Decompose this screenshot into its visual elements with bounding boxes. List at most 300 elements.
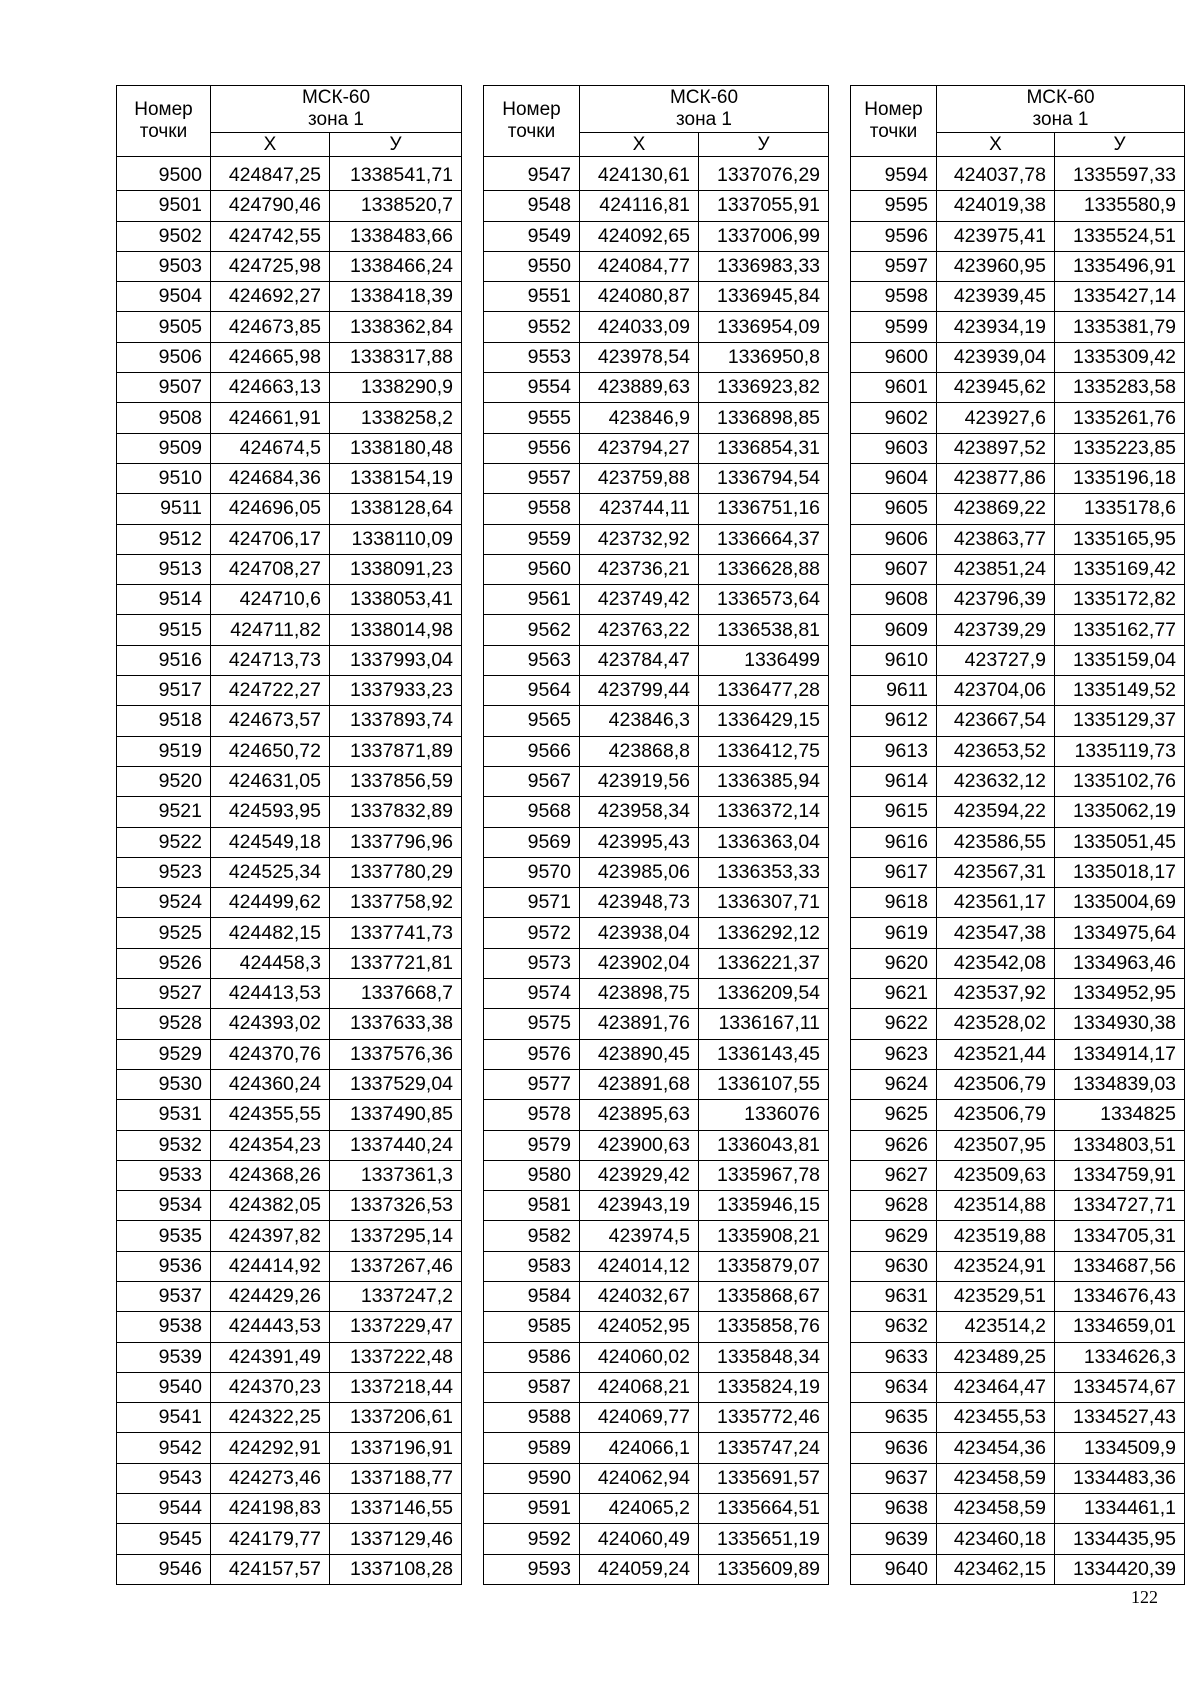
x-coordinate-cell: 423851,24 <box>937 554 1055 584</box>
x-coordinate-cell: 424060,49 <box>580 1524 699 1554</box>
x-coordinate-cell: 423739,29 <box>937 615 1055 645</box>
x-coordinate-cell: 424355,55 <box>211 1100 330 1130</box>
y-coordinate-cell: 1338091,23 <box>330 554 462 584</box>
y-coordinate-cell: 1334435,95 <box>1055 1524 1185 1554</box>
point-number-cell: 9540 <box>117 1372 211 1402</box>
table-row <box>851 585 1185 615</box>
y-coordinate-cell: 1334626,3 <box>1055 1342 1185 1372</box>
y-coordinate-cell: 1335879,07 <box>699 1251 829 1281</box>
x-coordinate-cell: 423891,68 <box>580 1069 699 1099</box>
table-row <box>117 676 462 706</box>
y-coordinate-cell: 1337893,74 <box>330 706 462 736</box>
y-coordinate-cell: 1336499 <box>699 645 829 675</box>
x-coordinate-cell: 424722,27 <box>211 676 330 706</box>
y-coordinate-cell: 1338362,84 <box>330 312 462 342</box>
x-coordinate-cell: 424157,57 <box>211 1554 330 1584</box>
y-coordinate-cell: 1335283,58 <box>1055 373 1185 403</box>
y-coordinate-cell: 1337129,46 <box>330 1524 462 1554</box>
x-coordinate-cell: 424130,61 <box>580 157 699 191</box>
point-number-cell: 9508 <box>117 403 211 433</box>
y-coordinate-cell: 1335651,19 <box>699 1524 829 1554</box>
x-coordinate-cell: 424322,25 <box>211 1403 330 1433</box>
y-coordinate-cell: 1335261,76 <box>1055 403 1185 433</box>
x-coordinate-cell: 424037,78 <box>937 157 1055 191</box>
table-row <box>484 1312 829 1342</box>
x-coordinate-cell: 424382,05 <box>211 1191 330 1221</box>
x-coordinate-cell: 423960,95 <box>937 251 1055 281</box>
y-coordinate-cell: 1335381,79 <box>1055 312 1185 342</box>
table-row <box>117 1494 462 1524</box>
table-row <box>484 524 829 554</box>
point-number-cell: 9571 <box>484 888 580 918</box>
y-coordinate-cell: 1336107,55 <box>699 1069 829 1099</box>
point-number-cell: 9610 <box>851 645 937 675</box>
point-number-cell: 9589 <box>484 1433 580 1463</box>
table-row <box>851 979 1185 1009</box>
table-row <box>117 1281 462 1311</box>
y-coordinate-cell: 1335747,24 <box>699 1433 829 1463</box>
y-coordinate-cell: 1335004,69 <box>1055 888 1185 918</box>
x-coordinate-cell: 423897,52 <box>937 433 1055 463</box>
point-number-cell: 9548 <box>484 191 580 221</box>
point-number-cell: 9566 <box>484 736 580 766</box>
table-row <box>117 645 462 675</box>
x-coordinate-cell: 423567,31 <box>937 857 1055 887</box>
y-coordinate-cell: 1335664,51 <box>699 1494 829 1524</box>
x-coordinate-cell: 423519,88 <box>937 1221 1055 1251</box>
table-row <box>851 494 1185 524</box>
table-row <box>851 524 1185 554</box>
table-row <box>484 157 829 191</box>
y-coordinate-cell: 1334759,91 <box>1055 1160 1185 1190</box>
x-coordinate-cell: 424549,18 <box>211 827 330 857</box>
y-coordinate-cell: 1337267,46 <box>330 1251 462 1281</box>
y-coordinate-cell: 1335149,52 <box>1055 676 1185 706</box>
table-row <box>117 342 462 372</box>
y-coordinate-cell: 1334705,31 <box>1055 1221 1185 1251</box>
point-number-cell: 9560 <box>484 554 580 584</box>
x-coordinate-cell: 424116,81 <box>580 191 699 221</box>
y-coordinate-cell: 1335309,42 <box>1055 342 1185 372</box>
point-number-cell: 9637 <box>851 1463 937 1493</box>
y-coordinate-cell: 1335946,15 <box>699 1191 829 1221</box>
table-row <box>851 1009 1185 1039</box>
y-coordinate-cell: 1337440,24 <box>330 1130 462 1160</box>
y-coordinate-cell: 1335196,18 <box>1055 463 1185 493</box>
point-number-cell: 9627 <box>851 1160 937 1190</box>
point-number-cell: 9606 <box>851 524 937 554</box>
table-row <box>484 1342 829 1372</box>
table-row <box>117 1221 462 1251</box>
point-number-cell: 9569 <box>484 827 580 857</box>
point-number-cell: 9518 <box>117 706 211 736</box>
point-number-cell: 9591 <box>484 1494 580 1524</box>
point-number-cell: 9562 <box>484 615 580 645</box>
point-number-cell: 9574 <box>484 979 580 1009</box>
x-coordinate-cell: 423736,21 <box>580 554 699 584</box>
point-number-cell: 9559 <box>484 524 580 554</box>
y-coordinate-cell: 1334509,9 <box>1055 1433 1185 1463</box>
table-header <box>117 86 462 157</box>
y-coordinate-cell: 1336628,88 <box>699 554 829 584</box>
point-number-cell: 9582 <box>484 1221 580 1251</box>
table-row <box>484 857 829 887</box>
x-coordinate-cell: 424393,02 <box>211 1009 330 1039</box>
point-number-cell: 9533 <box>117 1160 211 1190</box>
table-row <box>484 433 829 463</box>
table-row <box>484 342 829 372</box>
table-row <box>851 554 1185 584</box>
table-row <box>117 1554 462 1584</box>
x-coordinate-cell: 423877,86 <box>937 463 1055 493</box>
table-row <box>117 157 462 191</box>
x-coordinate-cell: 423978,54 <box>580 342 699 372</box>
y-coordinate-cell: 1336143,45 <box>699 1039 829 1069</box>
x-coordinate-cell: 423506,79 <box>937 1069 1055 1099</box>
point-number-cell: 9505 <box>117 312 211 342</box>
table-row <box>117 766 462 796</box>
table-row <box>117 1009 462 1039</box>
x-coordinate-cell: 424661,91 <box>211 403 330 433</box>
x-coordinate-cell: 424370,76 <box>211 1039 330 1069</box>
x-coordinate-cell: 423744,11 <box>580 494 699 524</box>
point-number-cell: 9543 <box>117 1463 211 1493</box>
x-coordinate-cell: 424414,92 <box>211 1251 330 1281</box>
table-row <box>851 312 1185 342</box>
x-coordinate-cell: 423939,45 <box>937 282 1055 312</box>
x-coordinate-cell: 423796,39 <box>937 585 1055 615</box>
point-number-cell: 9556 <box>484 433 580 463</box>
coordinate-system-header <box>580 86 829 133</box>
x-coordinate-cell: 423938,04 <box>580 918 699 948</box>
table-row <box>117 403 462 433</box>
coordinate-system-header <box>937 86 1185 133</box>
y-coordinate-cell: 1334687,56 <box>1055 1251 1185 1281</box>
point-number-cell: 9515 <box>117 615 211 645</box>
x-coordinate-cell: 424663,13 <box>211 373 330 403</box>
table-row <box>117 948 462 978</box>
y-coordinate-cell: 1338520,7 <box>330 191 462 221</box>
point-number-cell: 9525 <box>117 918 211 948</box>
table-row <box>484 1403 829 1433</box>
x-coordinate-cell: 423985,06 <box>580 857 699 887</box>
y-coordinate-cell: 1338466,24 <box>330 251 462 281</box>
coordinates-table-1 <box>116 85 462 1585</box>
y-coordinate-cell: 1336854,31 <box>699 433 829 463</box>
y-coordinate-cell: 1338180,48 <box>330 433 462 463</box>
x-coordinate-cell: 424391,49 <box>211 1342 330 1372</box>
y-coordinate-cell: 1335580,9 <box>1055 191 1185 221</box>
table-row <box>851 342 1185 372</box>
table-row <box>484 766 829 796</box>
table-row <box>851 645 1185 675</box>
y-coordinate-cell: 1336923,82 <box>699 373 829 403</box>
table-row <box>484 888 829 918</box>
table-row <box>484 1251 829 1281</box>
table-row <box>851 1251 1185 1281</box>
point-number-cell: 9572 <box>484 918 580 948</box>
table-row <box>484 1221 829 1251</box>
y-coordinate-cell: 1337529,04 <box>330 1069 462 1099</box>
y-coordinate-cell: 1337222,48 <box>330 1342 462 1372</box>
x-coordinate-cell: 424593,95 <box>211 797 330 827</box>
y-coordinate-cell: 1335159,04 <box>1055 645 1185 675</box>
point-number-cell: 9640 <box>851 1554 937 1584</box>
x-coordinate-cell: 423945,62 <box>937 373 1055 403</box>
x-coordinate-cell: 424692,27 <box>211 282 330 312</box>
x-coordinate-cell: 423929,42 <box>580 1160 699 1190</box>
table-row <box>851 1342 1185 1372</box>
y-coordinate-cell: 1335162,77 <box>1055 615 1185 645</box>
point-number-cell: 9570 <box>484 857 580 887</box>
y-coordinate-cell: 1336751,16 <box>699 494 829 524</box>
y-coordinate-cell: 1334676,43 <box>1055 1281 1185 1311</box>
point-number-cell: 9628 <box>851 1191 937 1221</box>
table-row <box>484 403 829 433</box>
table-row <box>117 888 462 918</box>
x-coordinate-cell: 424673,57 <box>211 706 330 736</box>
x-coordinate-cell: 423506,79 <box>937 1100 1055 1130</box>
y-coordinate-cell: 1337871,89 <box>330 736 462 766</box>
table-row <box>117 1130 462 1160</box>
y-coordinate-cell: 1336983,33 <box>699 251 829 281</box>
table-row <box>851 157 1185 191</box>
y-coordinate-cell: 1338290,9 <box>330 373 462 403</box>
point-number-cell: 9557 <box>484 463 580 493</box>
point-number-cell: 9624 <box>851 1069 937 1099</box>
y-coordinate-cell: 1334461,1 <box>1055 1494 1185 1524</box>
x-coordinate-cell: 423632,12 <box>937 766 1055 796</box>
table-row <box>484 1281 829 1311</box>
table-row <box>117 857 462 887</box>
y-coordinate-cell: 1334839,03 <box>1055 1069 1185 1099</box>
table-row <box>484 1009 829 1039</box>
table-row <box>117 706 462 736</box>
x-column-header: Х <box>580 133 699 157</box>
y-coordinate-cell: 1336538,81 <box>699 615 829 645</box>
y-coordinate-cell: 1337326,53 <box>330 1191 462 1221</box>
y-coordinate-cell: 1336412,75 <box>699 736 829 766</box>
y-coordinate-cell: 1338053,41 <box>330 585 462 615</box>
y-coordinate-cell: 1337361,3 <box>330 1160 462 1190</box>
table-row <box>484 373 829 403</box>
y-coordinate-cell: 1338258,2 <box>330 403 462 433</box>
y-coordinate-cell: 1336429,15 <box>699 706 829 736</box>
table-row <box>484 979 829 1009</box>
x-coordinate-cell: 424179,77 <box>211 1524 330 1554</box>
x-coordinate-cell: 423763,22 <box>580 615 699 645</box>
y-coordinate-cell: 1337721,81 <box>330 948 462 978</box>
x-coordinate-cell: 423561,17 <box>937 888 1055 918</box>
x-coordinate-cell: 424706,17 <box>211 524 330 554</box>
point-number-cell: 9534 <box>117 1191 211 1221</box>
table-row <box>117 191 462 221</box>
x-coordinate-cell: 424711,82 <box>211 615 330 645</box>
y-column-header: У <box>330 133 462 157</box>
page-number: 122 <box>1131 1587 1158 1607</box>
point-number-cell: 9599 <box>851 312 937 342</box>
point-number-cell: 9563 <box>484 645 580 675</box>
table-row <box>117 1069 462 1099</box>
point-number-cell: 9619 <box>851 918 937 948</box>
y-coordinate-cell: 1338541,71 <box>330 157 462 191</box>
table-row <box>851 1494 1185 1524</box>
x-coordinate-cell: 423537,92 <box>937 979 1055 1009</box>
table-row <box>851 282 1185 312</box>
y-coordinate-cell: 1338483,66 <box>330 221 462 251</box>
point-number-cell: 9546 <box>117 1554 211 1584</box>
x-coordinate-cell: 424674,5 <box>211 433 330 463</box>
x-coordinate-cell: 424790,46 <box>211 191 330 221</box>
y-coordinate-cell: 1336209,54 <box>699 979 829 1009</box>
point-number-cell: 9608 <box>851 585 937 615</box>
table-row <box>851 221 1185 251</box>
point-number-cell: 9516 <box>117 645 211 675</box>
point-number-cell: 9588 <box>484 1403 580 1433</box>
y-coordinate-cell: 1336167,11 <box>699 1009 829 1039</box>
point-number-cell: 9564 <box>484 676 580 706</box>
y-coordinate-cell: 1336664,37 <box>699 524 829 554</box>
table-row <box>484 1191 829 1221</box>
zone-label: зона 1 <box>308 109 364 130</box>
y-coordinate-cell: 1335496,91 <box>1055 251 1185 281</box>
table-row <box>484 918 829 948</box>
table-row <box>851 766 1185 796</box>
y-coordinate-cell: 1335772,46 <box>699 1403 829 1433</box>
x-coordinate-cell: 423895,63 <box>580 1100 699 1130</box>
table-row <box>851 676 1185 706</box>
x-coordinate-cell: 424397,82 <box>211 1221 330 1251</box>
y-coordinate-cell: 1335223,85 <box>1055 433 1185 463</box>
point-number-cell: 9621 <box>851 979 937 1009</box>
table-row <box>851 1221 1185 1251</box>
point-number-cell: 9517 <box>117 676 211 706</box>
x-coordinate-cell: 424014,12 <box>580 1251 699 1281</box>
point-number-cell: 9604 <box>851 463 937 493</box>
x-coordinate-cell: 423462,15 <box>937 1554 1055 1584</box>
point-number-cell: 9629 <box>851 1221 937 1251</box>
table-row <box>117 585 462 615</box>
table-row <box>117 554 462 584</box>
x-coordinate-cell: 423890,45 <box>580 1039 699 1069</box>
x-coordinate-cell: 424360,24 <box>211 1069 330 1099</box>
point-number-cell: 9575 <box>484 1009 580 1039</box>
y-coordinate-cell: 1336372,14 <box>699 797 829 827</box>
y-coordinate-cell: 1334975,64 <box>1055 918 1185 948</box>
table-row <box>117 463 462 493</box>
y-coordinate-cell: 1336353,33 <box>699 857 829 887</box>
table-row <box>851 1281 1185 1311</box>
x-coordinate-cell: 424065,2 <box>580 1494 699 1524</box>
coordinates-table-2 <box>483 85 829 1585</box>
table-row <box>117 433 462 463</box>
table-row <box>851 948 1185 978</box>
y-coordinate-cell: 1338154,19 <box>330 463 462 493</box>
table-row <box>851 1524 1185 1554</box>
x-coordinate-cell: 423489,25 <box>937 1342 1055 1372</box>
y-coordinate-cell: 1334483,36 <box>1055 1463 1185 1493</box>
x-coordinate-cell: 423958,34 <box>580 797 699 827</box>
y-coordinate-cell: 1338014,98 <box>330 615 462 645</box>
y-coordinate-cell: 1337832,89 <box>330 797 462 827</box>
y-coordinate-cell: 1336385,94 <box>699 766 829 796</box>
point-number-cell: 9513 <box>117 554 211 584</box>
point-number-cell: 9631 <box>851 1281 937 1311</box>
point-number-cell: 9620 <box>851 948 937 978</box>
table-body <box>484 157 829 1585</box>
y-coordinate-cell: 1338418,39 <box>330 282 462 312</box>
x-coordinate-cell: 424673,85 <box>211 312 330 342</box>
table-row <box>117 827 462 857</box>
point-number-cell: 9592 <box>484 1524 580 1554</box>
x-coordinate-cell: 423667,54 <box>937 706 1055 736</box>
point-number-cell: 9623 <box>851 1039 937 1069</box>
x-coordinate-cell: 424368,26 <box>211 1160 330 1190</box>
x-column-header: Х <box>937 133 1055 157</box>
x-coordinate-cell: 424684,36 <box>211 463 330 493</box>
table-row <box>117 1160 462 1190</box>
point-number-cell: 9527 <box>117 979 211 1009</box>
y-coordinate-cell: 1338110,09 <box>330 524 462 554</box>
table-row <box>851 433 1185 463</box>
x-coordinate-cell: 424742,55 <box>211 221 330 251</box>
x-coordinate-cell: 423934,19 <box>937 312 1055 342</box>
table-row <box>484 827 829 857</box>
point-number-cell: 9607 <box>851 554 937 584</box>
table-row <box>484 1160 829 1190</box>
point-number-cell: 9529 <box>117 1039 211 1069</box>
point-number-cell: 9586 <box>484 1342 580 1372</box>
y-coordinate-cell: 1335062,19 <box>1055 797 1185 827</box>
table-row <box>484 1100 829 1130</box>
y-coordinate-cell: 1337146,55 <box>330 1494 462 1524</box>
point-number-cell: 9633 <box>851 1342 937 1372</box>
x-coordinate-cell: 423507,95 <box>937 1130 1055 1160</box>
x-coordinate-cell: 423974,5 <box>580 1221 699 1251</box>
y-coordinate-cell: 1336292,12 <box>699 918 829 948</box>
table-row <box>851 1100 1185 1130</box>
table-body <box>117 157 462 1585</box>
point-number-cell: 9520 <box>117 766 211 796</box>
table-row <box>117 1372 462 1402</box>
y-coordinate-cell: 1337576,36 <box>330 1039 462 1069</box>
point-number-cell: 9587 <box>484 1372 580 1402</box>
x-coordinate-cell: 423454,36 <box>937 1433 1055 1463</box>
x-coordinate-cell: 423794,27 <box>580 433 699 463</box>
point-number-header: Номер точки <box>484 86 580 157</box>
point-number-cell: 9611 <box>851 676 937 706</box>
x-coordinate-cell: 423524,91 <box>937 1251 1055 1281</box>
y-coordinate-cell: 1335178,6 <box>1055 494 1185 524</box>
y-coordinate-cell: 1335102,76 <box>1055 766 1185 796</box>
y-coordinate-cell: 1337295,14 <box>330 1221 462 1251</box>
table-row <box>484 282 829 312</box>
point-number-cell: 9600 <box>851 342 937 372</box>
table-row <box>851 1130 1185 1160</box>
point-number-cell: 9526 <box>117 948 211 978</box>
point-number-cell: 9552 <box>484 312 580 342</box>
point-number-cell: 9605 <box>851 494 937 524</box>
y-coordinate-cell: 1337780,29 <box>330 857 462 887</box>
x-column-header: Х <box>211 133 330 157</box>
point-number-cell: 9634 <box>851 1372 937 1402</box>
x-coordinate-cell: 423975,41 <box>937 221 1055 251</box>
y-coordinate-cell: 1336950,8 <box>699 342 829 372</box>
table-row <box>851 888 1185 918</box>
table-row <box>117 1312 462 1342</box>
x-coordinate-cell: 423458,59 <box>937 1494 1055 1524</box>
point-number-cell: 9549 <box>484 221 580 251</box>
